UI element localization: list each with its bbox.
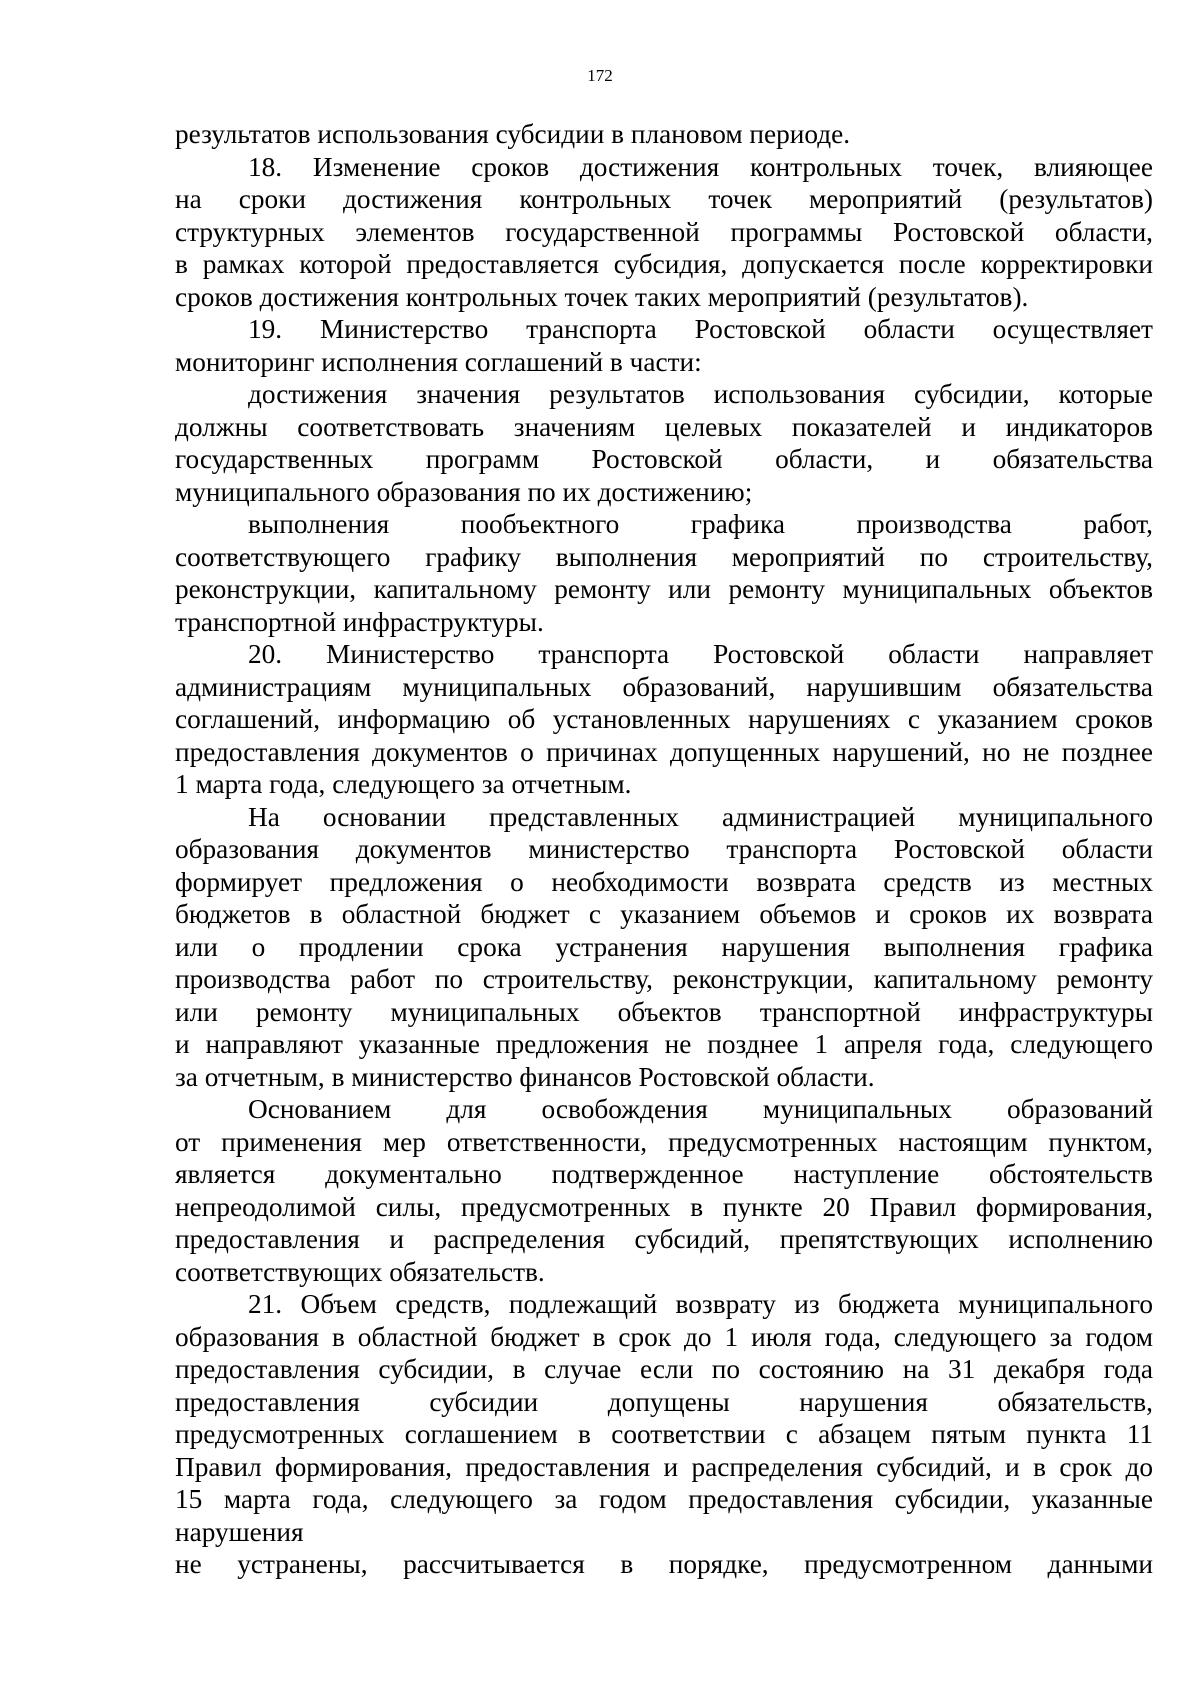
text-line: выполнения пообъектного графика производства работ, <box>248 509 1153 539</box>
text-line: должны соответствовать значениям целевых показателей и индикаторов <box>175 411 1153 442</box>
text-line: предоставления субсидии допущены нарушения обязательств, <box>175 1386 1153 1417</box>
text-line: предоставления документов о причинах допущенных нарушений, но не позднее <box>175 736 1153 767</box>
text-line: соглашений, информацию об установленных нарушениях с указанием сроков <box>175 704 1153 734</box>
text-line: 19. Министерство транспорта Ростовской области осуществляет <box>248 314 1153 344</box>
text-line: или о продлении срока устранения нарушения выполнения графика <box>175 931 1153 962</box>
text-line: нарушения <box>175 1516 304 1547</box>
text-line: за отчетным, в министерство финансов Ростовской области. <box>175 1061 875 1092</box>
text-line: бюджетов в областной бюджет с указанием объемов и сроков их возврата <box>175 899 1153 929</box>
text-line: предоставления субсидии, в случае если по состоянию на 31 декабря года <box>175 1354 1153 1384</box>
text-line: в рамках которой предоставляется субсидия, допускается после корректировки <box>175 249 1153 279</box>
text-line: мониторинг исполнения соглашений в части: <box>175 346 702 377</box>
text-line: На основании представленных администрацией муниципального <box>248 801 1153 832</box>
text-line: является документально подтвержденное наступление обстоятельств <box>175 1159 1153 1189</box>
text-line: муниципального образования по их достижению; <box>175 476 753 507</box>
text-line: реконструкции, капитальному ремонту или ремонту муниципальных объектов <box>175 574 1153 604</box>
text-line: результатов использования субсидии в плановом периоде. <box>175 119 851 149</box>
text-line: 1 марта года, следующего за отчетным. <box>175 769 632 799</box>
text-line: на сроки достижения контрольных точек мероприятий (результатов) <box>175 184 1153 214</box>
text-line: производства работ по строительству, реконструкции, капитальному ремонту <box>175 964 1153 994</box>
text-line: предоставления и распределения субсидий, препятствующих исполнению <box>175 1224 1153 1254</box>
text-line: 15 марта года, следующего за годом предоставления субсидии, указанные <box>175 1484 1153 1514</box>
text-line: от применения мер ответственности, предусмотренных настоящим пунктом, <box>175 1126 1153 1157</box>
text-line: структурных элементов государственной программы Ростовской области, <box>175 216 1153 247</box>
page-number: 172 <box>587 66 613 85</box>
text-line: образования в областной бюджет в срок до 1 июля года, следующего за годом <box>175 1321 1153 1352</box>
text-line: транспортной инфраструктуры. <box>175 606 544 637</box>
text-line: соответствующих обязательств. <box>175 1256 545 1287</box>
text-line: предусмотренных соглашением в соответствии с абзацем пятым пункта 11 <box>175 1419 1153 1449</box>
text-line: непреодолимой силы, предусмотренных в пункте 20 Правил формирования, <box>175 1191 1153 1222</box>
text-line: образования документов министерство транспорта Ростовской области <box>175 834 1153 864</box>
text-line: 18. Изменение сроков достижения контрольных точек, влияющее <box>248 151 1153 182</box>
text-line: 21. Объем средств, подлежащий возврату из бюджета муниципального <box>248 1289 1153 1319</box>
text-line: достижения значения результатов использования субсидии, которые <box>248 379 1153 409</box>
text-line: соответствующего графику выполнения мероприятий по строительству, <box>175 541 1153 572</box>
text-line: государственных программ Ростовской области, и обязательства <box>175 444 1153 474</box>
text-line: или ремонту муниципальных объектов транспортной инфраструктуры <box>175 996 1153 1027</box>
text-line: Правил формирования, предоставления и распределения субсидий, и в срок до <box>175 1451 1153 1482</box>
text-line: Основанием для освобождения муниципальных образований <box>248 1094 1153 1124</box>
text-line: не устранены, рассчитывается в порядке, предусмотренном данными <box>175 1549 1153 1579</box>
text-line: администрациям муниципальных образований, нарушившим обязательства <box>175 671 1153 702</box>
text-line: 20. Министерство транспорта Ростовской области направляет <box>248 639 1153 669</box>
document-body <box>175 118 1153 1581</box>
text-line: и направляют указанные предложения не позднее 1 апреля года, следующего <box>175 1029 1153 1059</box>
text-line: формирует предложения о необходимости возврата средств из местных <box>175 866 1153 897</box>
text-line: сроков достижения контрольных точек таких мероприятий (результатов). <box>175 281 1029 312</box>
